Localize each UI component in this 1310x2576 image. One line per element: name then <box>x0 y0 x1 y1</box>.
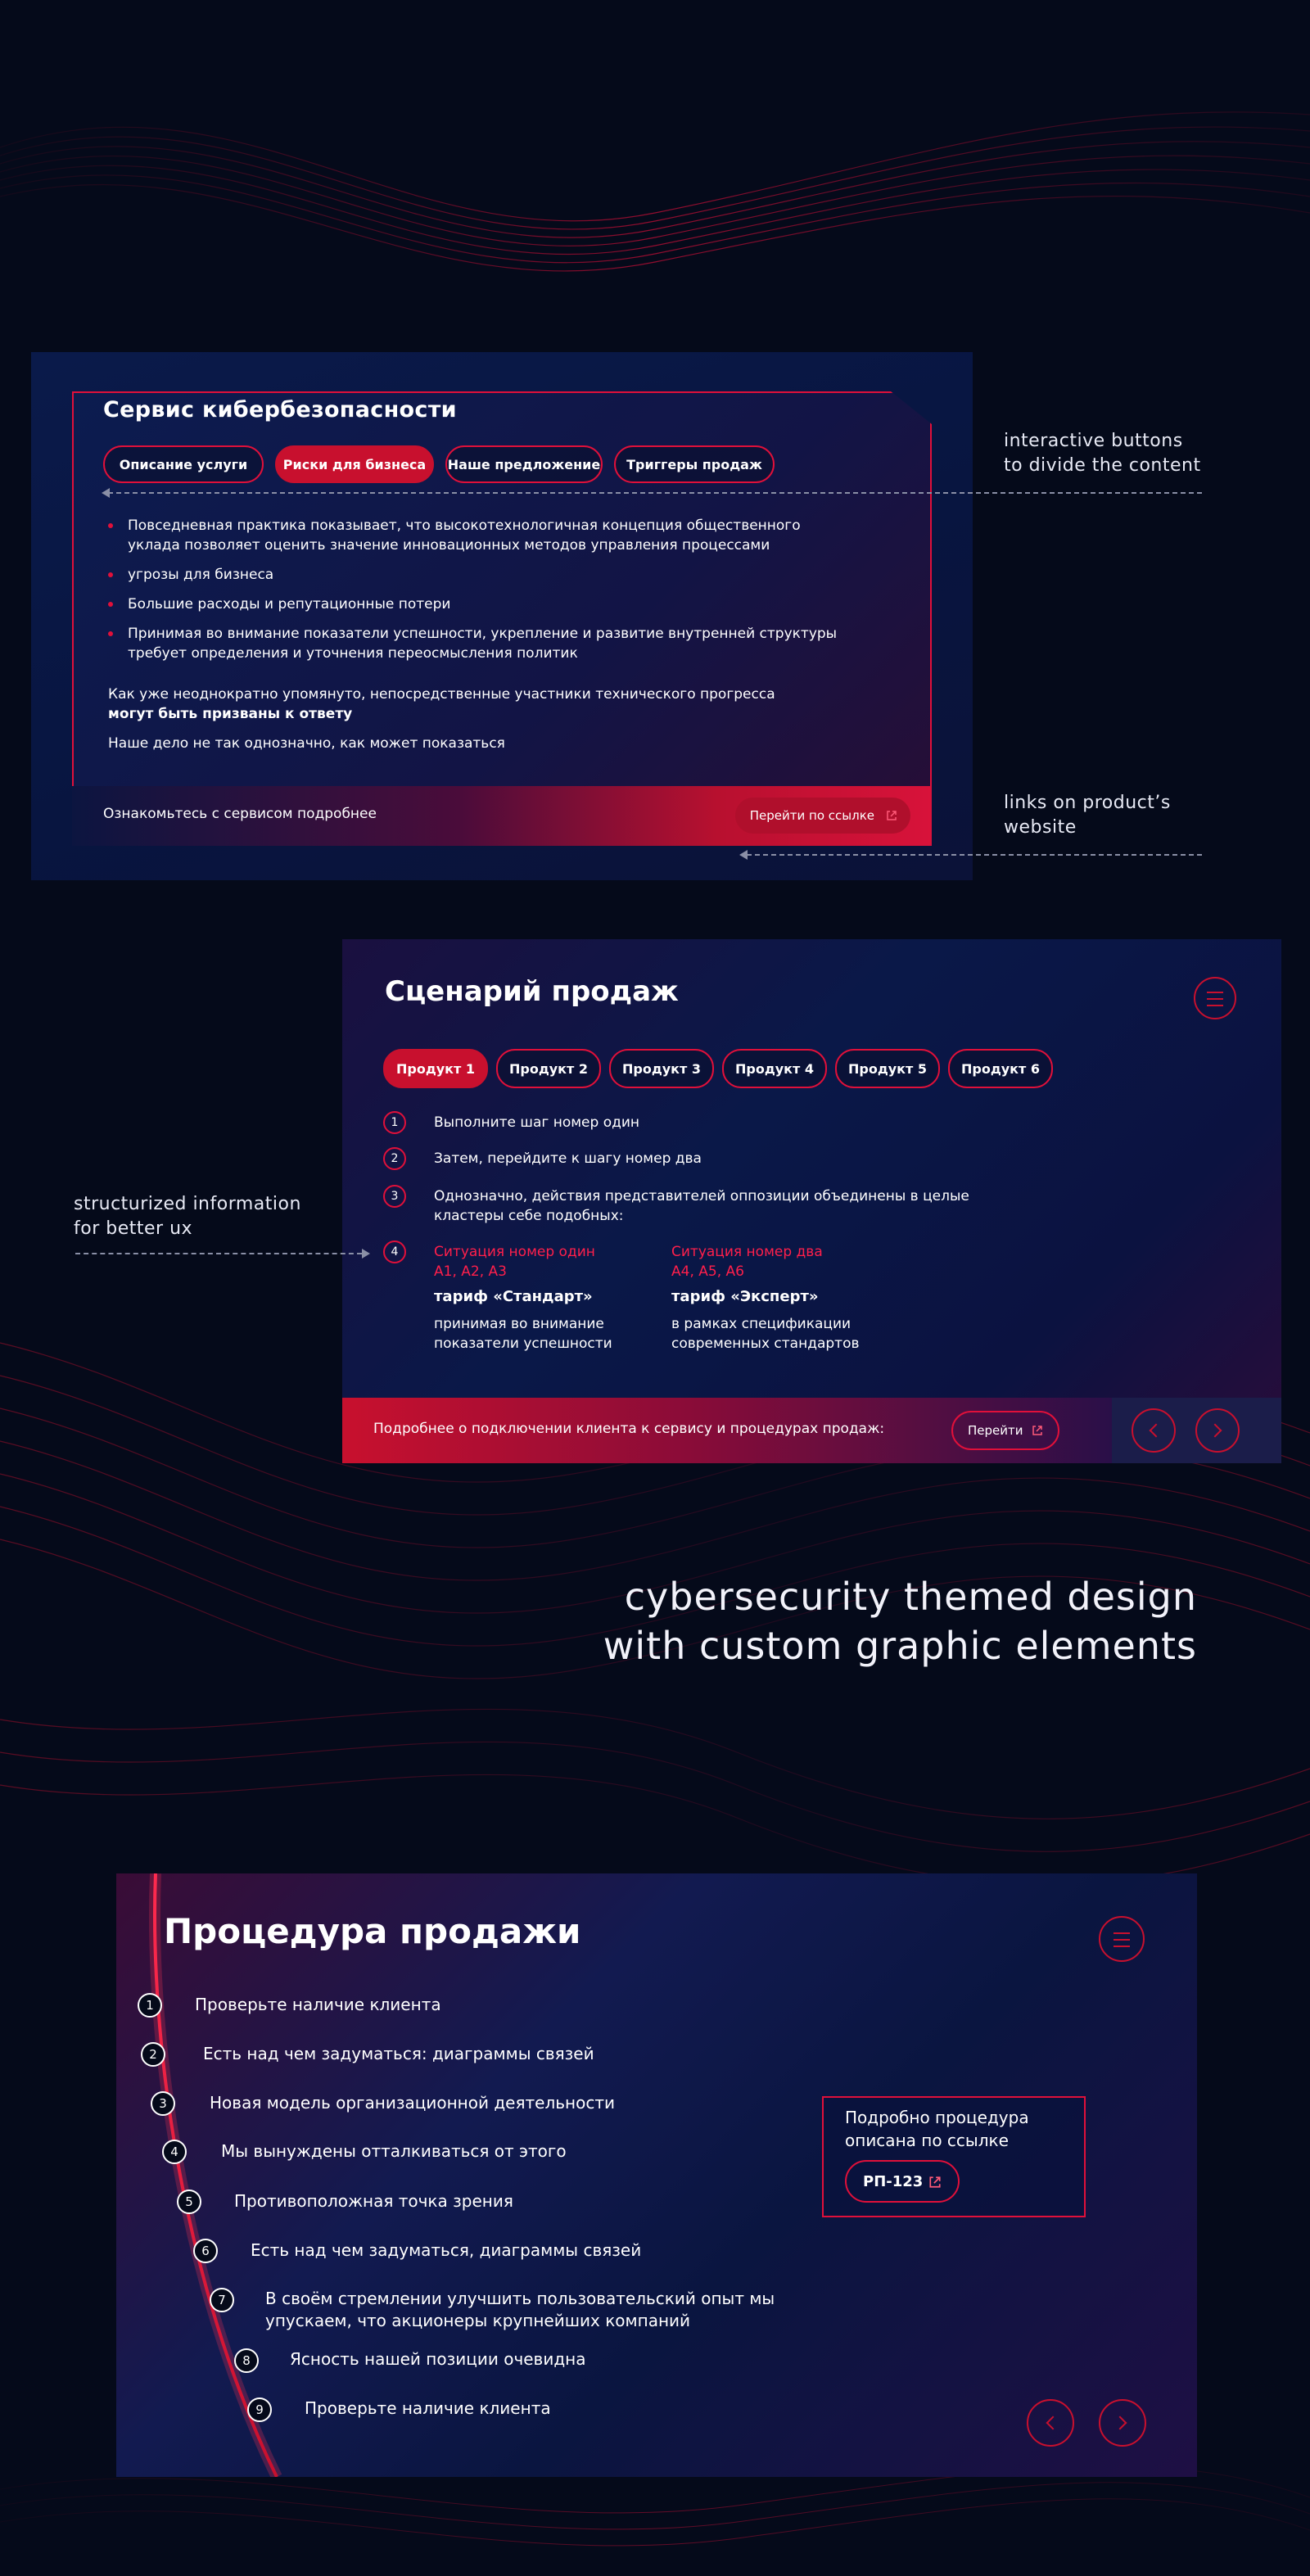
annotation-tabs-line-2: to divide the content <box>1004 455 1201 476</box>
risk-bullet-list <box>105 516 842 673</box>
procedure-number-6: 6 <box>193 2239 218 2263</box>
panel-title: Сервис кибербезопасности <box>103 397 457 423</box>
tab-product-3[interactable]: Продукт 3 <box>609 1049 714 1088</box>
prev-button[interactable] <box>1027 2399 1074 2447</box>
annotation-tabs-dashed-line <box>108 492 1202 494</box>
situation-1-title: Ситуация номер один <box>434 1244 595 1260</box>
step-text-1: Выполните шаг номер один <box>434 1114 640 1131</box>
tab-service-description[interactable]: Описание услуги <box>103 445 264 483</box>
step-text-2: Затем, перейдите к шагу номер два <box>434 1150 702 1167</box>
procedure-item-7: В своём стремлении улучшить пользовательский опыт мы <box>265 2289 775 2308</box>
cybersecurity-service-panel <box>31 352 973 880</box>
menu-button[interactable] <box>1194 977 1236 1019</box>
bullet-dot-icon <box>108 523 113 528</box>
procedure-item-4: Мы вынуждены отталкиваться от этого <box>221 2141 567 2161</box>
procedure-number-2: 2 <box>141 2042 165 2067</box>
footer-label: Ознакомьтесь с сервисом подробнее <box>103 806 377 822</box>
situation-1-tariff: тариф «Стандарт» <box>434 1288 593 1305</box>
annotation-links-line-1: links on product’s <box>1004 793 1171 813</box>
procedure-item-7-continued: упускаем, что акционеры крупнейших компаний <box>265 2311 691 2330</box>
procedure-number-4: 4 <box>162 2140 187 2164</box>
tab-product-5[interactable]: Продукт 5 <box>835 1049 940 1088</box>
step-text-3: Однозначно, действия представителей оппозиции объединены в целые <box>434 1188 969 1204</box>
tab-product-4[interactable]: Продукт 4 <box>722 1049 827 1088</box>
sales-footer-bar <box>342 1398 1112 1463</box>
procedure-number-9: 9 <box>247 2397 272 2422</box>
step-text-3-continued: кластеры себе подобных: <box>434 1208 624 1224</box>
sales-scenario-panel <box>342 939 1281 1463</box>
procedure-item-1: Проверьте наличие клиента <box>195 1995 441 2014</box>
procedure-item-5: Противоположная точка зрения <box>234 2191 513 2211</box>
procedure-item-8: Ясность нашей позиции очевидна <box>290 2349 586 2369</box>
situation-2-desc: в рамках спецификации <box>671 1316 852 1332</box>
prev-button[interactable] <box>1132 1408 1176 1453</box>
list-item <box>105 565 842 585</box>
menu-button[interactable] <box>1099 1916 1145 1962</box>
bullet-dot-icon <box>108 572 113 577</box>
paragraph-bold-text: могут быть призваны к ответу <box>108 706 353 722</box>
list-item-text: угрозы для бизнеса <box>128 567 274 583</box>
go-button[interactable] <box>951 1411 1059 1450</box>
procedure-item-9: Проверьте наличие клиента <box>305 2398 551 2418</box>
panel-title: Процедура продажи <box>164 1911 581 1951</box>
bullet-dot-icon <box>108 602 113 607</box>
paragraph-text: Как уже неоднократно упомянуто, непосредственные участники технического прогресса <box>108 686 775 703</box>
step-number-2: 2 <box>383 1147 406 1170</box>
situation-2-desc-2: современных стандартов <box>671 1335 860 1352</box>
list-item <box>105 624 842 663</box>
list-item <box>105 516 842 555</box>
tab-sales-triggers[interactable]: Триггеры продаж <box>614 445 775 483</box>
menu-line-icon <box>1207 992 1223 993</box>
annotation-tabs-line-1: interactive buttons <box>1004 431 1183 451</box>
headline-line-2: with custom graphic elements <box>603 1624 1197 1668</box>
go-to-link-button[interactable] <box>735 798 910 834</box>
situation-2-codes: A4, A5, A6 <box>671 1263 744 1280</box>
chevron-right-icon <box>1208 1424 1222 1438</box>
chevron-left-icon <box>1150 1424 1163 1438</box>
menu-line-icon <box>1207 1005 1223 1006</box>
step-number-4: 4 <box>383 1241 406 1263</box>
list-item-text: Повседневная практика показывает, что высокотехнологичная концепция общественного уклада позволяет оценить значение инновационных методов управления процессами <box>128 517 801 554</box>
situation-2-title: Ситуация номер два <box>671 1244 823 1260</box>
arrow-left-icon <box>739 850 748 860</box>
button-label: РП-123 <box>863 2172 924 2190</box>
tab-business-risks[interactable]: Риски для бизнеса <box>275 445 434 483</box>
headline-line-1: cybersecurity themed design <box>624 1575 1197 1619</box>
paragraph-text-2: Наше дело не так однозначно, как может показаться <box>108 735 505 752</box>
tab-our-offer[interactable]: Наше предложение <box>445 445 603 483</box>
annotation-structure-line-1: structurized information <box>74 1194 301 1214</box>
annotation-links-dashed-line <box>747 854 1202 856</box>
procedure-number-8: 8 <box>234 2348 259 2373</box>
procedure-number-1: 1 <box>138 1993 162 2018</box>
card-text <box>845 2106 1029 2152</box>
procedure-item-6: Есть над чем задуматься, диаграммы связей <box>251 2240 642 2260</box>
tab-product-1[interactable]: Продукт 1 <box>383 1049 488 1088</box>
design-headline <box>603 1572 1197 1670</box>
list-item-text: Принимая во внимание показатели успешности, укрепление и развитие внутренней структуры требует определения и уточнения переосмысления политик <box>128 626 838 662</box>
menu-line-icon <box>1114 1932 1130 1934</box>
button-label: Перейти по ссылке <box>749 808 874 823</box>
list-item-text: Большие расходы и репутационные потери <box>128 596 451 612</box>
situation-1-desc: принимая во внимание <box>434 1316 604 1332</box>
list-item <box>105 594 842 614</box>
menu-line-icon <box>1114 1939 1130 1941</box>
procedure-number-7: 7 <box>210 2288 234 2312</box>
step-number-3: 3 <box>383 1185 406 1208</box>
button-label: Перейти <box>968 1423 1023 1438</box>
card-text-line-2: описана по ссылке <box>845 2131 1009 2150</box>
annotation-structure-dashed-line <box>75 1253 362 1254</box>
procedure-number-5: 5 <box>177 2190 201 2214</box>
procedure-item-3: Новая модель организационной деятельности <box>210 2093 615 2113</box>
situation-1-desc-2: показатели успешности <box>434 1335 612 1352</box>
sales-procedure-panel <box>116 1873 1197 2477</box>
pagination-area <box>1112 1398 1281 1463</box>
external-link-icon <box>928 2176 942 2189</box>
step-number-1: 1 <box>383 1111 406 1134</box>
external-link-icon <box>886 810 897 821</box>
arrow-right-icon <box>362 1249 370 1259</box>
procedure-item-2: Есть над чем задуматься: диаграммы связей <box>203 2044 594 2063</box>
external-link-icon <box>1032 1425 1043 1436</box>
chevron-left-icon <box>1046 2416 1060 2430</box>
menu-line-icon <box>1207 998 1223 1000</box>
service-footer-bar <box>72 786 932 846</box>
procedure-link-card <box>822 2096 1086 2217</box>
next-button[interactable] <box>1099 2399 1146 2447</box>
footer-label: Подробнее о подключении клиента к сервису и процедурах продаж: <box>373 1421 885 1437</box>
annotation-links-line-2: website <box>1004 817 1077 838</box>
rp-123-link-button[interactable] <box>845 2160 960 2203</box>
bullet-dot-icon <box>108 631 113 636</box>
situation-2-tariff: тариф «Эксперт» <box>671 1288 819 1305</box>
next-button[interactable] <box>1195 1408 1240 1453</box>
chevron-right-icon <box>1114 2416 1127 2430</box>
tab-product-6[interactable]: Продукт 6 <box>948 1049 1053 1088</box>
arrow-left-icon <box>102 488 110 498</box>
procedure-number-3: 3 <box>151 2091 175 2116</box>
tab-product-2[interactable]: Продукт 2 <box>496 1049 601 1088</box>
situation-1-codes: A1, A2, A3 <box>434 1263 507 1280</box>
annotation-structure-line-2: for better ux <box>74 1218 193 1239</box>
menu-line-icon <box>1114 1946 1130 1947</box>
card-text-line-1: Подробно процедура <box>845 2108 1029 2127</box>
panel-title: Сценарий продаж <box>385 975 679 1008</box>
